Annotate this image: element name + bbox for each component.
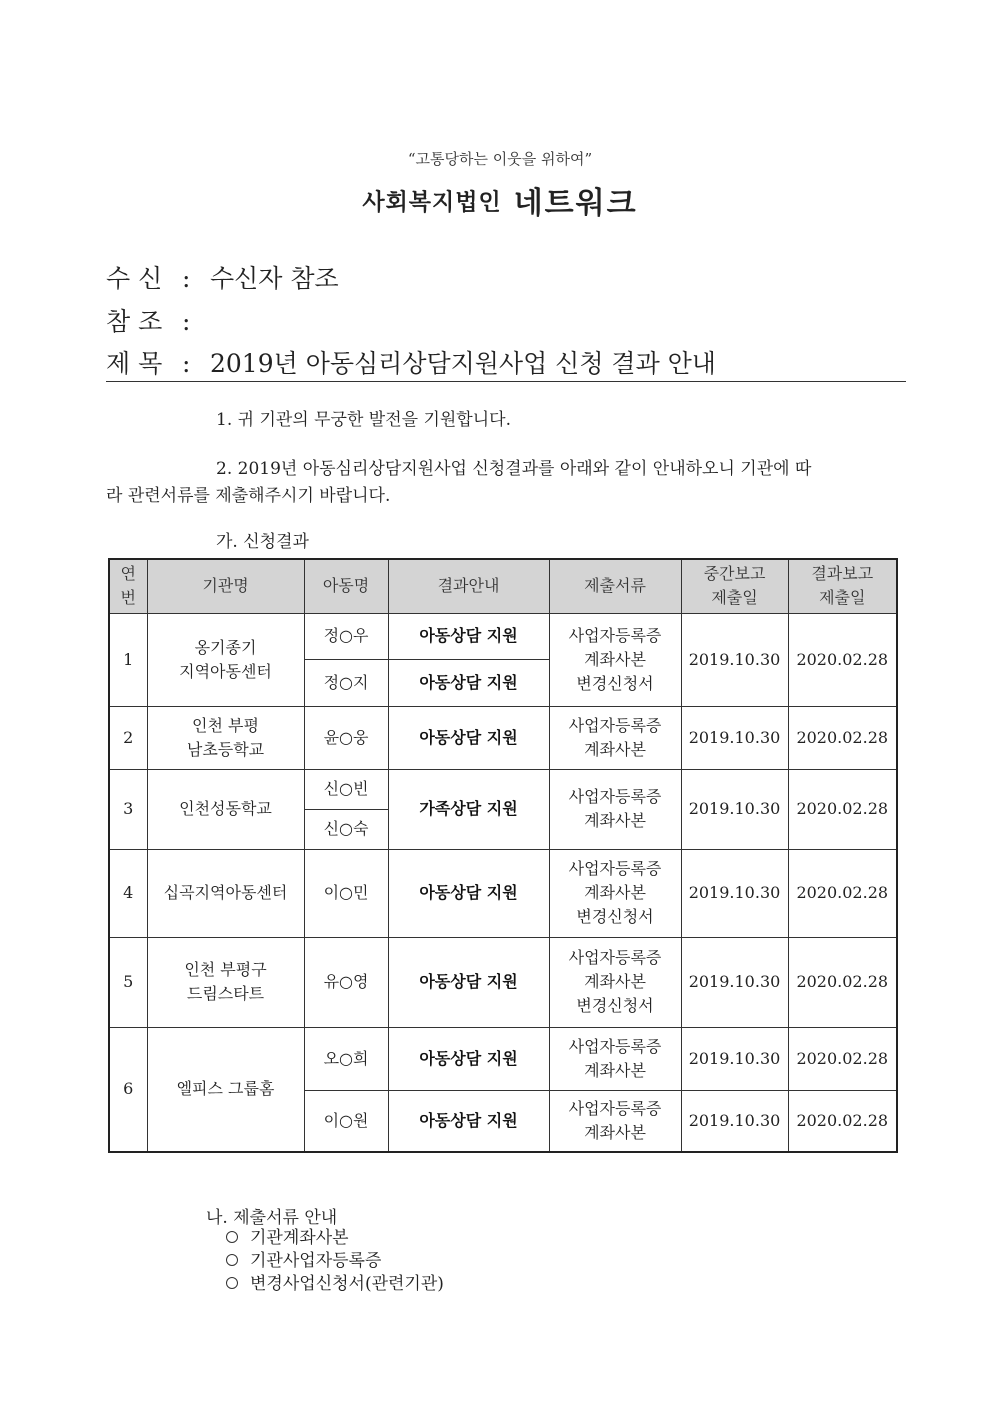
mid-report-date: 2019.10.30 — [681, 849, 788, 937]
subject-label: 제 목 — [106, 349, 163, 378]
result-text: 아동상담 지원 — [388, 937, 549, 1027]
row-number: 4 — [109, 849, 147, 937]
institution-name: 십곡지역아동센터 — [147, 849, 304, 937]
col-header-final-report: 결과보고 제출일 — [788, 559, 897, 613]
mid-report-date: 2019.10.30 — [681, 1027, 788, 1090]
list-item: 변경사업신청서(관련기관) — [226, 1273, 444, 1296]
circle-bullet-icon — [226, 1254, 238, 1266]
row-number: 6 — [109, 1027, 147, 1152]
list-item: 기관계좌사본 — [226, 1227, 444, 1250]
final-report-date: 2020.02.28 — [788, 937, 897, 1027]
table-row — [109, 1027, 897, 1090]
recipient-colon: : — [182, 264, 191, 293]
institution-name: 인천성동학교 — [147, 769, 304, 849]
final-report-date: 2020.02.28 — [788, 1090, 897, 1152]
required-docs: 사업자등록증 계좌사본 변경신청서 — [549, 613, 681, 706]
col-header-docs: 제출서류 — [549, 559, 681, 613]
section-b-title: 나. 제출서류 안내 — [206, 1208, 338, 1228]
col-header-child: 아동명 — [304, 559, 388, 613]
col-header-mid-report: 중간보고 제출일 — [681, 559, 788, 613]
institution-name: 옹기종기 지역아동센터 — [147, 613, 304, 706]
institution-name: 인천 부평구 드림스타트 — [147, 937, 304, 1027]
result-text: 아동상담 지원 — [388, 706, 549, 769]
paragraph-2-line-2: 라 관련서류를 제출해주시기 바랍니다. — [106, 486, 391, 506]
recipient-line — [106, 259, 339, 295]
list-item: 기관사업자등록증 — [226, 1250, 444, 1273]
mid-report-date: 2019.10.30 — [681, 706, 788, 769]
recipient-value: 수신자 참조 — [210, 264, 339, 293]
paragraph-1: 1. 귀 기관의 무궁한 발전을 기원합니다. — [216, 410, 511, 430]
subject-line — [106, 344, 716, 380]
final-report-date: 2020.02.28 — [788, 849, 897, 937]
reference-colon: : — [182, 307, 191, 336]
org-name: 네트워크 — [513, 186, 638, 221]
table-row — [109, 849, 897, 937]
required-docs: 사업자등록증 계좌사본 — [549, 1027, 681, 1090]
child-name: 이○민 — [304, 849, 388, 937]
required-docs: 사업자등록증 계좌사본 — [549, 769, 681, 849]
col-header-institution: 기관명 — [147, 559, 304, 613]
result-text: 가족상담 지원 — [388, 769, 549, 849]
section-a-title: 가. 신청결과 — [216, 532, 309, 552]
result-text: 아동상담 지원 — [388, 1027, 549, 1090]
recipient-label: 수 신 — [106, 264, 163, 293]
row-number: 2 — [109, 706, 147, 769]
table-row — [109, 937, 897, 1027]
child-name: 정○지 — [304, 659, 388, 706]
child-name: 정○우 — [304, 613, 388, 659]
results-table — [108, 558, 898, 1153]
org-prefix: 사회복지법인 — [362, 188, 502, 216]
child-name: 신○숙 — [304, 809, 388, 849]
table-row — [109, 613, 897, 659]
required-docs: 사업자등록증 계좌사본 — [549, 706, 681, 769]
result-text: 아동상담 지원 — [388, 613, 549, 659]
result-text: 아동상담 지원 — [388, 849, 549, 937]
org-title — [0, 178, 1000, 222]
mid-report-date: 2019.10.30 — [681, 1090, 788, 1152]
table-header-row — [109, 559, 897, 613]
child-name: 오○희 — [304, 1027, 388, 1090]
paragraph-2-line-1: 2. 2019년 아동심리상담지원사업 신청결과를 아래와 같이 안내하오니 기관에 따 — [216, 459, 812, 479]
child-name: 윤○웅 — [304, 706, 388, 769]
reference-line — [106, 302, 210, 338]
required-docs: 사업자등록증 계좌사본 변경신청서 — [549, 937, 681, 1027]
final-report-date: 2020.02.28 — [788, 613, 897, 706]
table-row — [109, 706, 897, 769]
col-header-result: 결과안내 — [388, 559, 549, 613]
result-text: 아동상담 지원 — [388, 1090, 549, 1152]
circle-bullet-icon — [226, 1231, 238, 1243]
institution-name: 인천 부평 남초등학교 — [147, 706, 304, 769]
subject-value: 2019년 아동심리상담지원사업 신청 결과 안내 — [210, 349, 716, 378]
child-name: 신○빈 — [304, 769, 388, 809]
header-divider — [106, 381, 906, 382]
child-name: 이○원 — [304, 1090, 388, 1152]
row-number: 3 — [109, 769, 147, 849]
child-name: 유○영 — [304, 937, 388, 1027]
final-report-date: 2020.02.28 — [788, 706, 897, 769]
required-docs: 사업자등록증 계좌사본 — [549, 1090, 681, 1152]
final-report-date: 2020.02.28 — [788, 1027, 897, 1090]
subject-colon: : — [182, 349, 191, 378]
mid-report-date: 2019.10.30 — [681, 769, 788, 849]
result-text: 아동상담 지원 — [388, 659, 549, 706]
circle-bullet-icon — [226, 1277, 238, 1289]
reference-label: 참 조 — [106, 307, 163, 336]
col-header-no: 연 번 — [109, 559, 147, 613]
institution-name: 엘피스 그룹홈 — [147, 1027, 304, 1152]
final-report-date: 2020.02.28 — [788, 769, 897, 849]
row-number: 5 — [109, 937, 147, 1027]
required-docs: 사업자등록증 계좌사본 변경신청서 — [549, 849, 681, 937]
table-row — [109, 769, 897, 809]
mid-report-date: 2019.10.30 — [681, 937, 788, 1027]
row-number: 1 — [109, 613, 147, 706]
mid-report-date: 2019.10.30 — [681, 613, 788, 706]
org-motto: “고통당하는 이웃을 위하여” — [407, 150, 593, 168]
required-docs-list — [226, 1227, 444, 1296]
